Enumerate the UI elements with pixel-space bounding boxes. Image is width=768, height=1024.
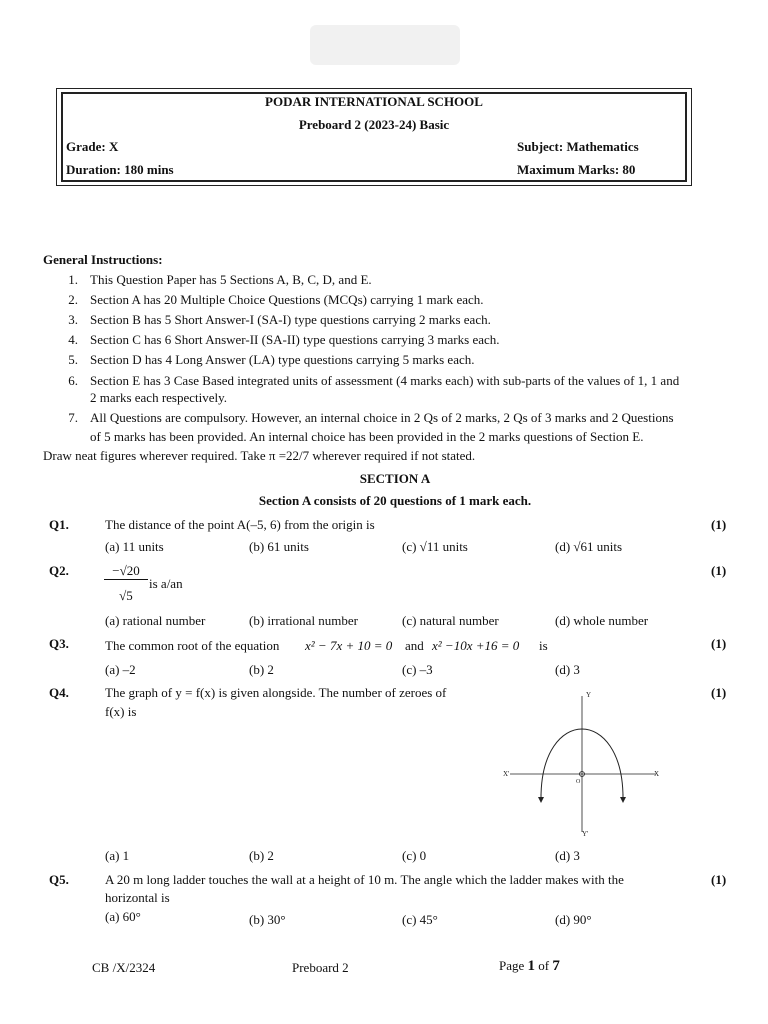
school-logo-icon (270, 20, 500, 70)
option-d: (d) 90° (555, 912, 592, 927)
watermark-logo (270, 20, 500, 70)
question-marks: (1) (711, 872, 727, 887)
question-text: The distance of the point A(–5, 6) from the origin is (105, 517, 375, 532)
subject-label: Subject: Mathematics (517, 139, 639, 154)
instruction-text: Section C has 6 Short Answer-II (SA-II) type questions carrying 3 marks each. (90, 332, 500, 347)
parabola-graph (498, 686, 668, 838)
option-d: (d) 3 (555, 662, 580, 677)
option-a: (a) 1 (105, 848, 130, 863)
question-marks: (1) (711, 563, 727, 578)
instruction-text-cont: of 5 marks has been provided. An internal choice has been provided in the 2 marks questions of Section E. (90, 429, 644, 444)
page-of: of (535, 958, 553, 973)
option-d: (d) 3 (555, 848, 580, 863)
exam-title: Preboard 2 (2023-24) Basic (298, 117, 450, 132)
instruction-number: 7. (68, 410, 78, 425)
fraction-denominator: √5 (119, 588, 133, 603)
equation-and: and (405, 638, 424, 653)
instruction-number: 6. (68, 373, 78, 388)
instruction-text: Section E has 3 Case Based integrated units of assessment (4 marks each) with sub-parts of the values of 1, 1 and (90, 373, 680, 388)
question-label: Q3. (49, 636, 69, 651)
grade-label: Grade: X (66, 139, 119, 154)
question-text-cont: f(x) is (105, 704, 137, 719)
instructions-note: Draw neat figures wherever required. Take π =22/7 wherever required if not stated. (43, 448, 476, 463)
footer-code: CB /X/2324 (92, 960, 156, 975)
instruction-text: Section B has 5 Short Answer-I (SA-I) type questions carrying 2 marks each. (90, 312, 491, 327)
instruction-number: 1. (68, 272, 78, 287)
origin-label: O (576, 779, 581, 785)
option-c: (c) natural number (402, 613, 499, 628)
instruction-number: 3. (68, 312, 78, 327)
question-label: Q1. (49, 517, 69, 532)
question-text: is a/an (149, 576, 183, 591)
x-neg-axis-label: X' (503, 770, 510, 778)
instruction-number: 4. (68, 332, 78, 347)
page-prefix: Page (499, 958, 528, 973)
question-text: The graph of y = f(x) is given alongside. The number of zeroes of (105, 685, 447, 700)
y-axis-label: Y (586, 691, 592, 699)
instruction-text: All Questions are compulsory. However, an internal choice in 2 Qs of 2 marks, 2 Qs of 3 marks and 2 Questions (90, 410, 674, 425)
option-b: (b) 30° (249, 912, 286, 927)
duration-label: Duration: 180 mins (66, 162, 174, 177)
question-label: Q5. (49, 872, 69, 887)
max-marks-label: Maximum Marks: 80 (517, 162, 636, 177)
fraction-numerator: −√20 (104, 563, 148, 580)
footer-exam: Preboard 2 (292, 960, 349, 975)
instruction-text: This Question Paper has 5 Sections A, B, C, D, and E. (90, 272, 372, 287)
school-name: PODAR INTERNATIONAL SCHOOL (265, 94, 483, 109)
option-a: (a) 11 units (105, 539, 164, 554)
option-a: (a) rational number (105, 613, 206, 628)
question-marks: (1) (711, 517, 727, 532)
instruction-text: Section A has 20 Multiple Choice Questions (MCQs) carrying 1 mark each. (90, 292, 484, 307)
option-a: (a) 60° (105, 909, 141, 924)
question-marks: (1) (711, 685, 727, 700)
equation-1: x² − 7x + 10 = 0 (305, 638, 393, 653)
y-neg-axis-label: Y' (582, 830, 589, 838)
instruction-number: 2. (68, 292, 78, 307)
instruction-text: Section D has 4 Long Answer (LA) type questions carrying 5 marks each. (90, 352, 475, 367)
question-label: Q4. (49, 685, 69, 700)
option-b: (b) 61 units (249, 539, 309, 554)
question-text: The common root of the equation (105, 638, 280, 653)
question-text-end: is (539, 638, 548, 653)
option-a: (a) –2 (105, 662, 136, 677)
instruction-number: 5. (68, 352, 78, 367)
option-d: (d) √61 units (555, 539, 623, 554)
option-b: (b) irrational number (249, 613, 359, 628)
instruction-text-cont: 2 marks each respectively. (90, 390, 228, 405)
section-title: SECTION A (359, 471, 431, 486)
option-c: (c) 0 (402, 848, 427, 863)
question-text-cont: horizontal is (105, 890, 170, 905)
instructions-title: General Instructions: (43, 252, 163, 267)
option-b: (b) 2 (249, 662, 274, 677)
section-subtitle: Section A consists of 20 questions of 1 mark each. (258, 493, 532, 508)
option-c: (c) √11 units (402, 539, 468, 554)
equation-2: x² −10x +16 = 0 (432, 638, 520, 653)
question-text: A 20 m long ladder touches the wall at a height of 10 m. The angle which the ladder makes with the (105, 872, 624, 887)
option-b: (b) 2 (249, 848, 274, 863)
page-number: 1 (527, 958, 536, 974)
question-marks: (1) (711, 636, 727, 651)
page-total: 7 (552, 958, 560, 974)
footer-page (499, 958, 560, 975)
x-axis-label: X (654, 770, 660, 778)
option-c: (c) 45° (402, 912, 438, 927)
option-d: (d) whole number (555, 613, 649, 628)
question-label: Q2. (49, 563, 69, 578)
option-c: (c) –3 (402, 662, 433, 677)
